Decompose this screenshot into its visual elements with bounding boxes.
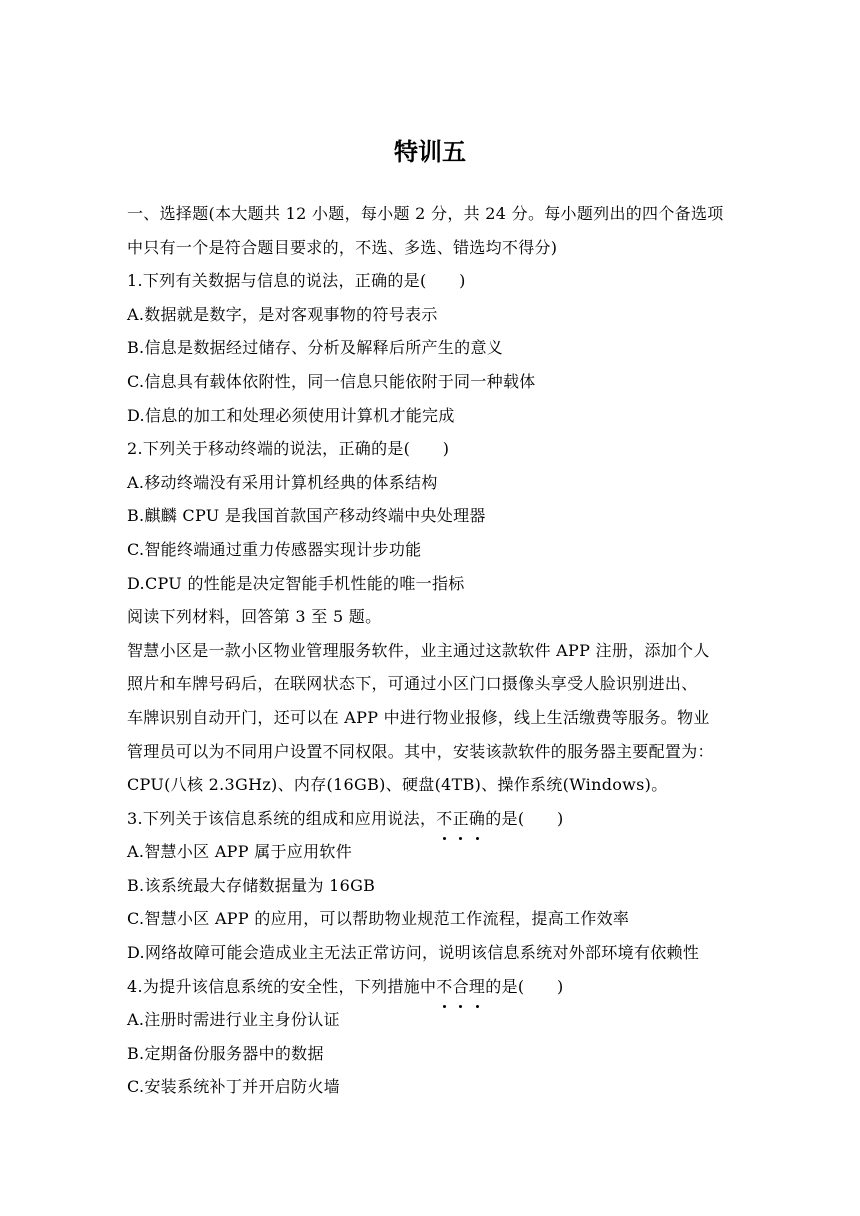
question-1-option-a: A.数据就是数字，是对客观事物的符号表示 (127, 304, 438, 324)
emphasis-char: 不 (436, 802, 452, 836)
question-3-stem-prefix: 3.下列关于该信息系统的组成和应用说法， (127, 808, 437, 828)
page-title: 特训五 (394, 137, 466, 166)
question-1-option-d: D.信息的加工和处理必须使用计算机才能完成 (127, 405, 455, 425)
question-2-option-d: D.CPU 的性能是决定智能手机性能的唯一指标 (127, 573, 465, 593)
question-4-stem-suffix: 的是( ) (485, 976, 564, 996)
question-1-option-b: B.信息是数据经过储存、分析及解释后所产生的意义 (127, 338, 504, 358)
question-3-stem-suffix: 的是( ) (485, 808, 564, 828)
material-line: CPU(八核 2.3GHz)、内存(16GB)、硬盘(4TB)、操作系统(Windows)。 (127, 775, 668, 795)
section-header-line: 中只有一个是符合题目要求的，不选、多选、错选均不得分) (127, 237, 558, 257)
material-intro: 阅读下列材料，回答第 3 至 5 题。 (127, 607, 382, 627)
question-3-option-d: D.网络故障可能会造成业主无法正常访问，说明该信息系统对外部环境有依赖性 (127, 943, 700, 963)
question-4-stem-prefix: 4.为提升该信息系统的安全性，下列措施中 (127, 976, 437, 996)
question-3-option-c: C.智慧小区 APP 的应用，可以帮助物业规范工作流程，提高工作效率 (127, 909, 630, 929)
question-3-option-b: B.该系统最大存储数据量为 16GB (127, 875, 376, 895)
material-line: 管理员可以为不同用户设置不同权限。其中，安装该款软件的服务器主要配置为： (127, 741, 714, 761)
emphasis-char: 不 (436, 970, 452, 1004)
material-line: 智慧小区是一款小区物业管理服务软件，业主通过这款软件 APP 注册，添加个人 (127, 640, 710, 660)
emphasis-char: 正 (453, 802, 469, 836)
question-2-stem: 2.下列关于移动终端的说法，正确的是( ) (127, 439, 450, 459)
question-1-option-c: C.信息具有载体依附性，同一信息只能依附于同一种载体 (127, 371, 536, 391)
question-2-option-a: A.移动终端没有采用计算机经典的体系结构 (127, 472, 438, 492)
question-3-stem (127, 802, 747, 836)
question-4-option-a: A.注册时需进行业主身份认证 (127, 1010, 340, 1030)
question-4-option-c: C.安装系统补丁并开启防火墙 (127, 1077, 340, 1097)
emphasis-char: 确 (469, 802, 485, 836)
material-line: 车牌识别自动开门，还可以在 APP 中进行物业报修，线上生活缴费等服务。物业 (127, 707, 710, 727)
document-body (127, 197, 747, 1104)
question-2-option-b: B.麒麟 CPU 是我国首款国产移动终端中央处理器 (127, 506, 486, 526)
emphasis-char: 合 (453, 970, 469, 1004)
question-3-option-a: A.智慧小区 APP 属于应用软件 (127, 842, 352, 862)
material-line: 照片和车牌号码后，在联网状态下，可通过小区门口摄像头享受人脸识别进出、 (127, 674, 698, 694)
question-4-option-b: B.定期备份服务器中的数据 (127, 1043, 324, 1063)
question-4-stem (127, 970, 747, 1004)
question-1-stem: 1.下列有关数据与信息的说法，正确的是( ) (127, 271, 466, 291)
question-2-option-c: C.智能终端通过重力传感器实现计步功能 (127, 539, 422, 559)
emphasis-char: 理 (469, 970, 485, 1004)
section-header-line: 一、选择题(本大题共 12 小题，每小题 2 分，共 24 分。每小题列出的四个备选项 (127, 204, 724, 223)
